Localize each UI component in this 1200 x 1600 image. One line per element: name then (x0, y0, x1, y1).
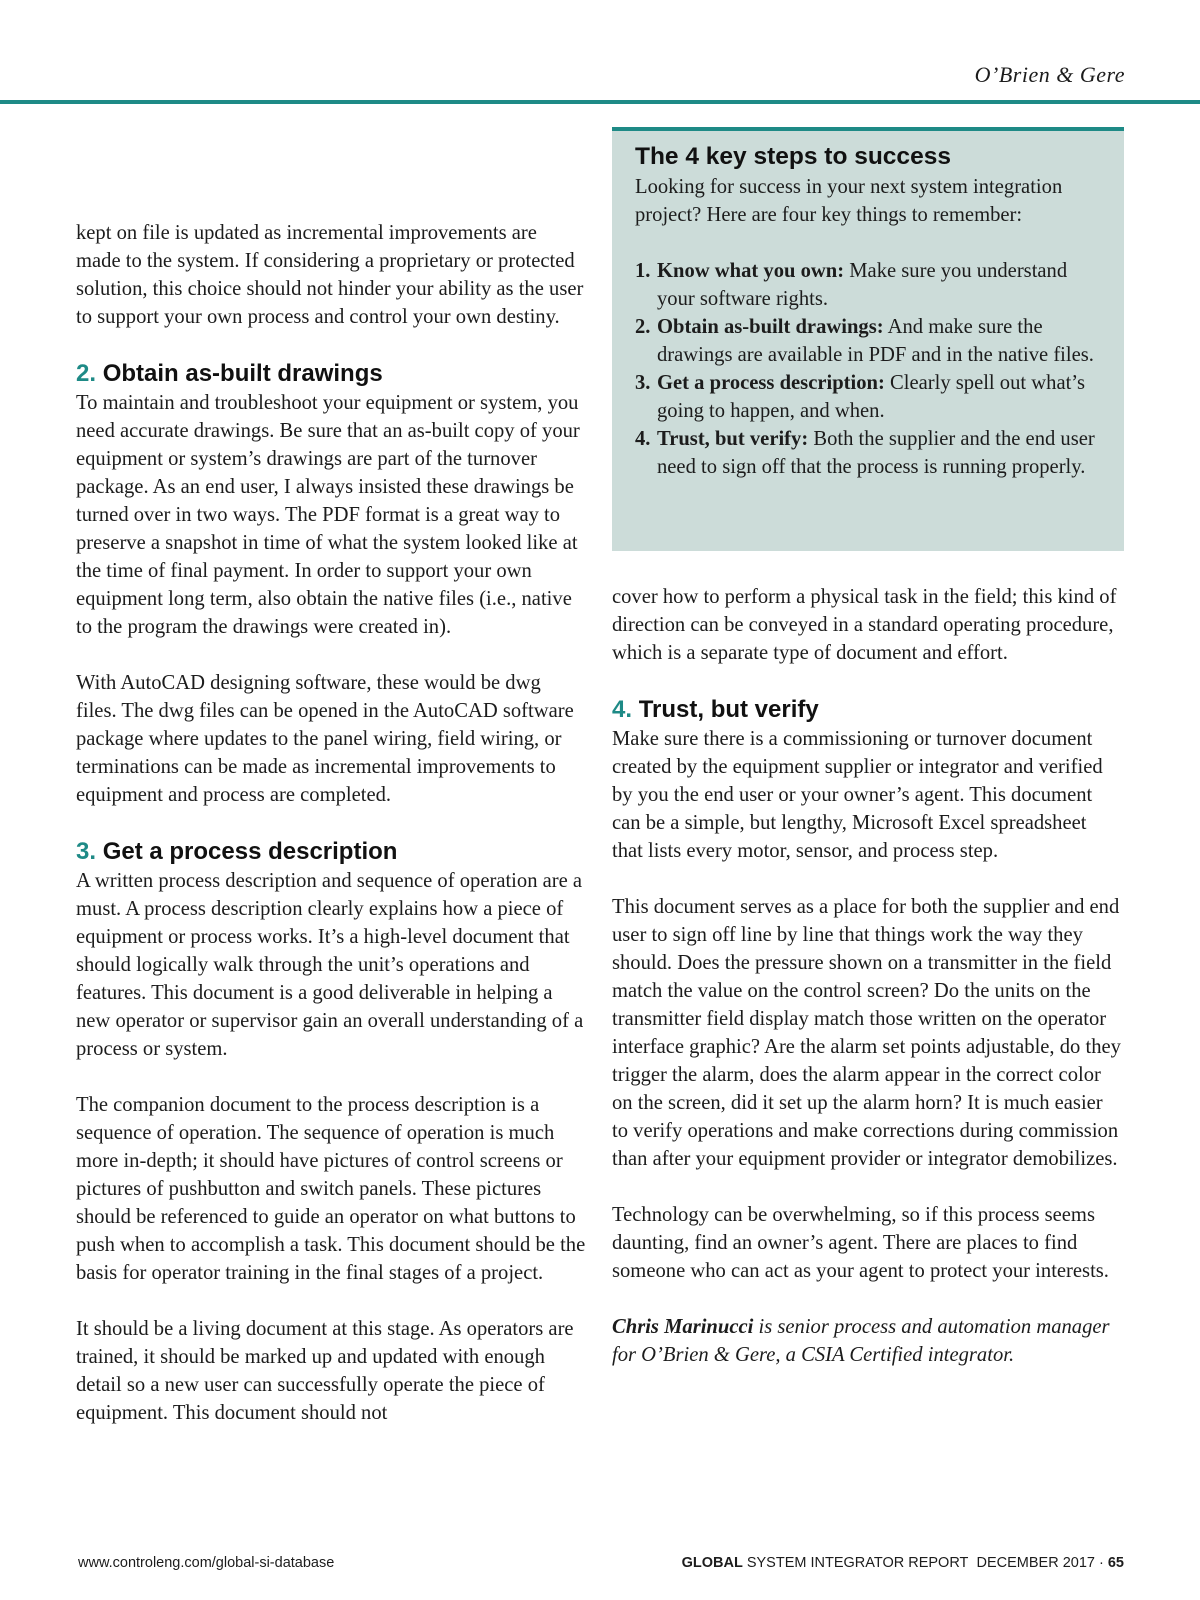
paragraph: It should be a living document at this stage. As operators are trained, it should be marked up and updated with enough detail so a new user can successfully operate the piece of equipment. This document should not (76, 1318, 574, 1424)
paragraph: Make sure there is a commissioning or turnover document created by the equipment supplier or integrator and verified by you the end user or your owner’s agent. This document can be a simple, but lengthy, Microsoft Excel spreadsheet that lists every motor, sensor, and process step. (612, 728, 1103, 862)
footer-url: www.controleng.com/global-si-database (78, 1555, 335, 1571)
list-item (635, 313, 1104, 369)
list-item (635, 369, 1104, 425)
step-term: Trust, but verify: (657, 428, 809, 450)
step-text: Both the supplier and the end user need to sign off that the process is running properly. (657, 428, 1095, 478)
step-number: 4. (635, 428, 651, 450)
section-title: Trust, but verify (638, 696, 819, 723)
section-title: Get a process description (102, 838, 398, 865)
step-text: Make sure you understand your software rights. (657, 260, 1068, 310)
header-rule (0, 100, 1200, 104)
step-term: Get a process description: (657, 372, 885, 394)
paragraph: This document serves as a place for both the supplier and end user to sign off line by line that things work the way they should. Does the pressure shown on a transmitter in the field match the value on the control screen? Do the units on the transmitter field display match those written on the operator interface graphic? Are the alarm set points adjustable, do they trigger the alarm, does the alarm appear in the correct color on the screen, did it set up the alarm horn? It is much easier to verify operations and make corrections during commission than after your equipment provider or integrator demobilizes. (612, 896, 1121, 1170)
paragraph: cover how to perform a physical task in the field; this kind of direction can be conveyed in a standard operating procedure, which is a separate type of document and effort. (612, 586, 1117, 664)
footer-publication (682, 1555, 1124, 1571)
sidebar-title: The 4 key steps to success (635, 143, 951, 170)
step-text: Clearly spell out what’s going to happen, and when. (657, 372, 1086, 422)
step-number: 1. (635, 260, 651, 282)
running-header-company: O’Brien & Gere (974, 62, 1125, 87)
footer-pub-rest: SYSTEM INTEGRATOR (742, 1555, 905, 1571)
author-bio (612, 1313, 1122, 1369)
page-number: 65 (1107, 1555, 1124, 1571)
section-title: Obtain as-built drawings (102, 360, 383, 387)
paragraph: A written process description and sequence of operation are a must. A process description clearly explains how a piece of equipment or process works. It’s a high-level document that should logically walk through the unit’s operations and features. This document is a good deliverable in helping a new operator or supervisor gain an overall understanding of a process or system. (76, 870, 584, 1060)
footer-separator: · (1098, 1555, 1104, 1571)
right-column (612, 583, 1122, 1369)
paragraph: With AutoCAD designing software, these would be dwg files. The dwg files can be opened in the AutoCAD software package where updates to the panel wiring, field wiring, or terminations can be made as incremental improvements to equipment and process are completed. (76, 672, 574, 806)
step-term: Know what you own: (657, 260, 845, 282)
footer-date: DECEMBER 2017 (976, 1555, 1095, 1571)
section-heading-4 (612, 695, 1122, 725)
section-number: 3. (76, 838, 97, 865)
author-name: Chris Marinucci (612, 1316, 754, 1338)
section-number: 4. (612, 696, 633, 723)
step-number: 2. (635, 316, 651, 338)
step-term: Obtain as-built drawings: (657, 316, 884, 338)
step-number: 3. (635, 372, 651, 394)
paragraph: Technology can be overwhelming, so if this process seems daunting, find an owner’s agent. There are places to find someone who can act as your agent to protect your interests. (612, 1204, 1109, 1282)
list-item (635, 425, 1104, 481)
left-column (76, 219, 586, 1427)
section-heading-3 (76, 837, 586, 867)
section-number: 2. (76, 360, 97, 387)
footer-pub-bold: GLOBAL (681, 1555, 743, 1571)
paragraph: kept on file is updated as incremental improvements are made to the system. If considering a proprietary or protected solution, this choice should not hinder your ability as the user to support your own process and control your own destiny. (76, 222, 584, 328)
list-item (635, 257, 1104, 313)
key-steps-sidebar (612, 127, 1124, 551)
section-heading-2 (76, 359, 586, 389)
key-steps-list (635, 257, 1104, 481)
footer-pub-light: REPORT (904, 1555, 969, 1571)
paragraph: To maintain and troubleshoot your equipment or system, you need accurate drawings. Be sure that an as-built copy of your equipment or system’s drawings are part of the turnover package. As an end user, I always insisted these drawings be turned over in two ways. The PDF format is a great way to preserve a snapshot in time of what the system looked like at the time of final payment. In order to support your own equipment long term, also obtain the native files (i.e., native to the program the drawings were created in). (76, 392, 580, 638)
paragraph: The companion document to the process description is a sequence of operation. The sequence of operation is much more in-depth; it should have pictures of control screens or pictures of pushbutton and switch panels. These pictures should be referenced to guide an operator on what buttons to push when to accomplish a task. This document should be the basis for operator training in the final stages of a project. (76, 1094, 586, 1284)
sidebar-intro: Looking for success in your next system integration project? Here are four key things to remember: (635, 176, 1063, 226)
step-text: And make sure the drawings are available in PDF and in the native files. (657, 316, 1094, 366)
author-description: is senior process and automation manager for O’Brien & Gere, a CSIA Certified integrator. (612, 1316, 1110, 1366)
